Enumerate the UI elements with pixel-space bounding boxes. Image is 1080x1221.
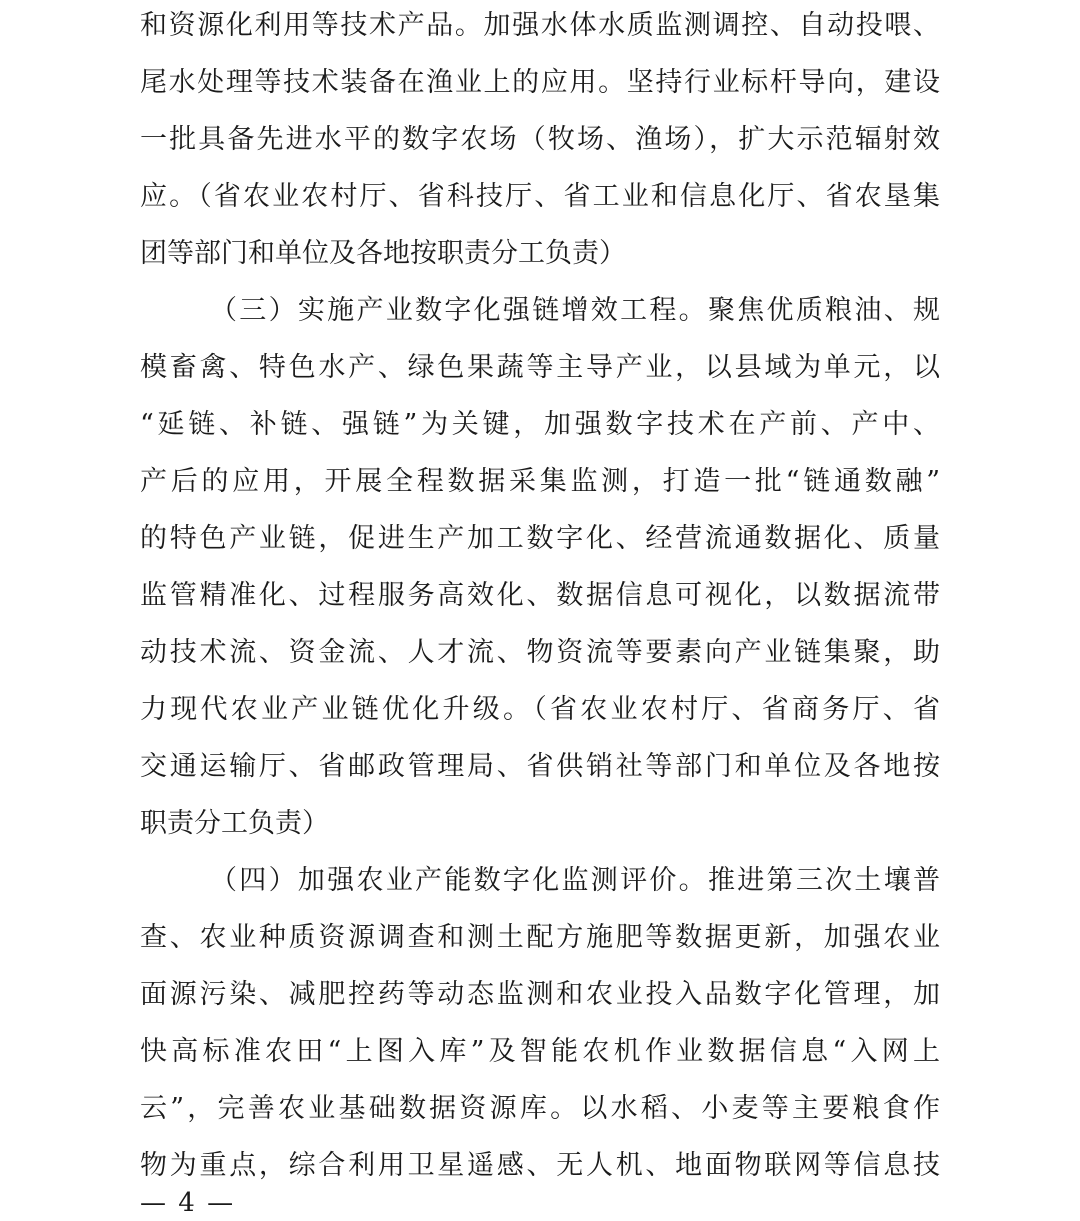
section-heading-line: （三）实施产业数字化强链增效工程。聚焦优质粮油、规 (210, 295, 940, 326)
text-line: 一批具备先进水平的数字农场（牧场、渔场），扩大示范辐射效 (140, 124, 940, 155)
text-line: 监管精准化、过程服务高效化、数据信息可视化，以数据流带 (140, 580, 940, 611)
text-line: 动技术流、资金流、人才流、物资流等要素向产业链集聚，助 (140, 637, 940, 668)
text-line: 云”，完善农业基础数据资源库。以水稻、小麦等主要粮食作 (140, 1093, 940, 1124)
section-heading-line: （四）加强农业产能数字化监测评价。推进第三次土壤普 (210, 865, 940, 896)
text-line: 力现代农业产业链优化升级。（省农业农村厅、省商务厅、省 (140, 694, 940, 725)
text-line: 面源污染、减肥控药等动态监测和农业投入品数字化管理，加 (140, 979, 940, 1010)
text-line: 应。（省农业农村厅、省科技厅、省工业和信息化厅、省农垦集 (140, 181, 940, 212)
text-line: 的特色产业链，促进生产加工数字化、经营流通数据化、质量 (140, 523, 940, 554)
text-line: 查、农业种质资源调查和测土配方施肥等数据更新，加强农业 (140, 922, 940, 953)
text-line: 快高标准农田“上图入库”及智能农机作业数据信息“入网上 (140, 1036, 940, 1067)
text-line: 尾水处理等技术装备在渔业上的应用。坚持行业标杆导向，建设 (140, 67, 940, 98)
text-line: 交通运输厅、省邮政管理局、省供销社等部门和单位及各地按 (140, 751, 940, 782)
text-line: 职责分工负责） (140, 808, 329, 839)
text-line: “延链、补链、强链”为关键，加强数字技术在产前、产中、 (140, 409, 940, 440)
text-line: 团等部门和单位及各地按职责分工负责） (140, 238, 626, 269)
text-line: 产后的应用，开展全程数据采集监测，打造一批“链通数融” (140, 466, 940, 497)
page-number: — 4 — (140, 1188, 236, 1218)
text-line: 和资源化利用等技术产品。加强水体水质监测调控、自动投喂、 (140, 10, 940, 41)
text-line: 物为重点，综合利用卫星遥感、无人机、地面物联网等信息技 (140, 1150, 940, 1181)
text-line: 模畜禽、特色水产、绿色果蔬等主导产业，以县域为单元，以 (140, 352, 940, 383)
